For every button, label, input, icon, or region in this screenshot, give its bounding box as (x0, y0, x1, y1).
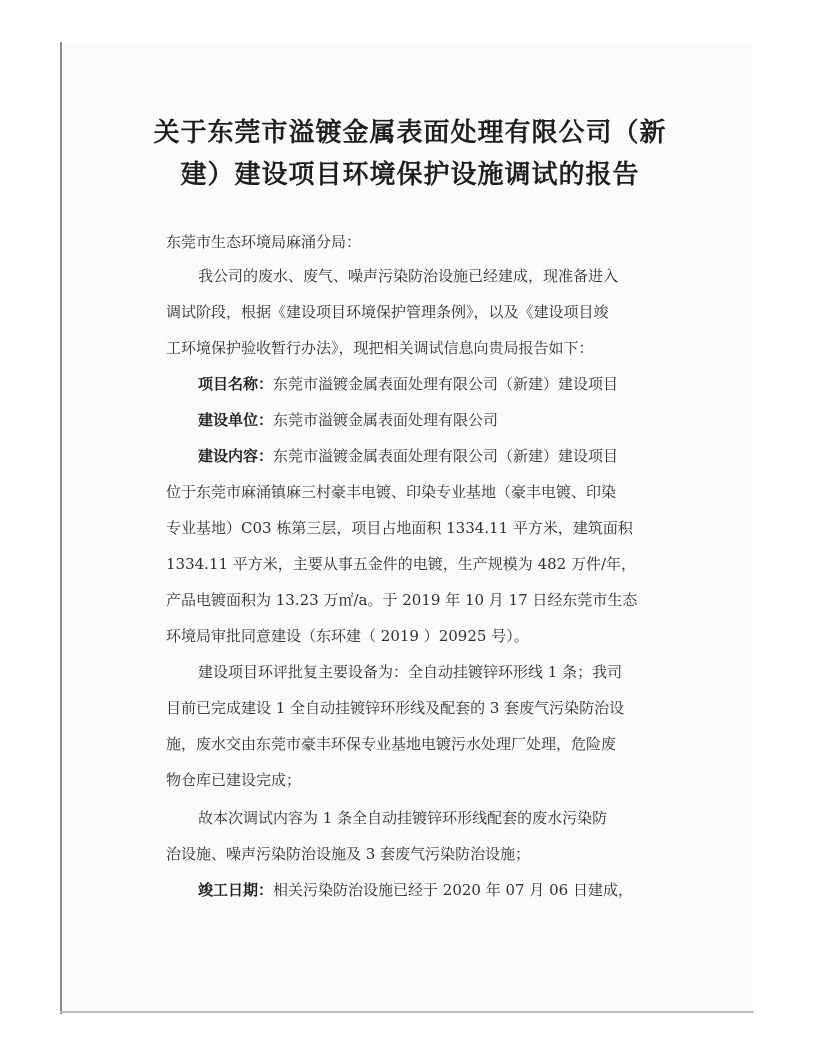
scope-line-2: 治设施、噪声污染防治设施及 3 套废气污染防治设施； (166, 845, 531, 863)
equipment-line-3: 施，废水交由东莞市豪丰环保专业基地电镀污水处理厂处理，危险废 (166, 735, 617, 753)
builder-value: 东莞市溢镀金属表面处理有限公司 (273, 411, 499, 429)
project-name-value: 东莞市溢镀金属表面处理有限公司（新建）建设项目 (273, 375, 619, 393)
intro-line-1: 我公司的废水、废气、噪声污染防治设施已经建成，现准备进入 (198, 267, 619, 285)
intro-line-2: 调试阶段，根据《建设项目环境保护管理条例》，以及《建设项目竣 (166, 303, 609, 321)
paper-left-edge (60, 42, 62, 1014)
title-line-2: 建）建设项目环境保护设施调试的报告 (180, 160, 640, 190)
intro-line-3: 工环境保护验收暂行办法》，现把相关调试信息向贵局报告如下： (166, 339, 594, 357)
equipment-line-4: 物仓库已建设完成； (166, 771, 302, 789)
addressee: 东莞市生态环境局麻涌分局： (166, 233, 362, 251)
builder-label: 建设单位： (198, 411, 274, 429)
equipment-line-2: 目前已完成建设 1 全自动挂镀锌环形线及配套的 3 套废气污染防治设 (166, 699, 625, 717)
content-line-3: 专业基地）C03 栋第三层，项目占地面积 1334.11 平方米，建筑面积 (166, 519, 633, 537)
project-name-label: 项目名称： (198, 375, 274, 393)
content-line-4: 1334.11 平方米，主要从事五金件的电镀，生产规模为 482 万件/年， (166, 555, 637, 573)
content-label: 建设内容： (198, 447, 274, 465)
equipment-line-1: 建设项目环评批复主要设备为：全自动挂镀锌环形线 1 条；我司 (198, 663, 623, 681)
content-first-line: 东莞市溢镀金属表面处理有限公司（新建）建设项目 (273, 447, 619, 465)
content-line-6: 环境局审批同意建设（东环建（ 2019 ）20925 号）。 (166, 627, 529, 645)
completion-label: 竣工日期： (198, 881, 274, 899)
content-line-2: 位于东莞市麻涌镇麻三村豪丰电镀、印染专业基地（豪丰电镀、印染 (166, 483, 617, 501)
content-line-5: 产品电镀面积为 13.23 万㎡/a。于 2019 年 10 月 17 日经东莞市生态 (166, 591, 638, 609)
scope-line-1: 故本次调试内容为 1 条全自动挂镀锌环形线配套的废水污染防 (198, 809, 608, 827)
completion-row (198, 880, 633, 900)
builder-row (198, 410, 498, 430)
completion-value: 相关污染防治设施已经于 2020 年 07 月 06 日建成， (273, 881, 633, 899)
title-line-1: 关于东莞市溢镀金属表面处理有限公司（新 (153, 118, 667, 148)
paper-bottom-edge (60, 1011, 754, 1013)
document-title (150, 112, 670, 196)
project-name-row (198, 374, 618, 394)
content-row (198, 446, 618, 466)
